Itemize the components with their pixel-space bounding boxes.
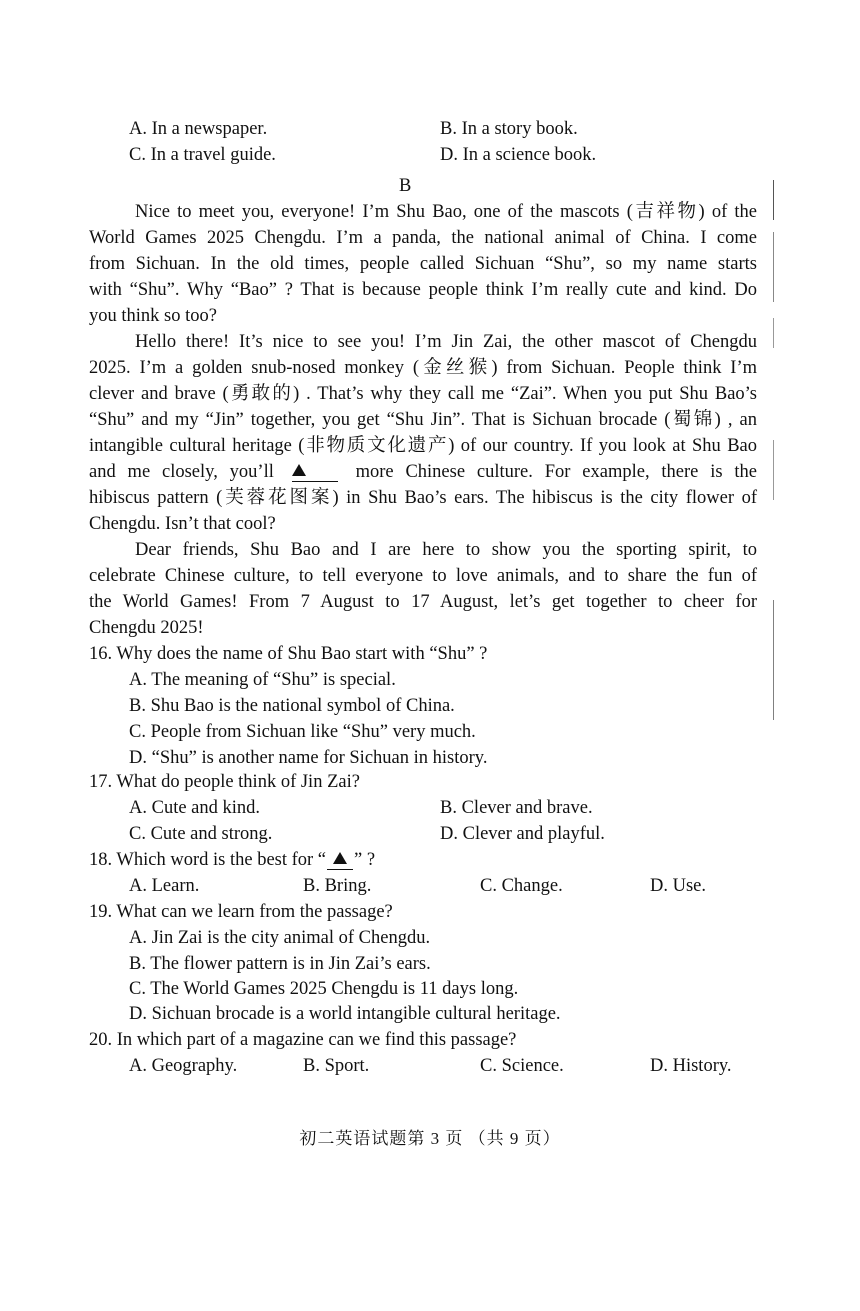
passage-line: Chengdu 2025!	[89, 618, 204, 638]
option-d-prev: D. In a science book.	[440, 145, 597, 165]
passage-line: from Sichuan. In the old times, people called Sichuan “Shu”, so my name starts	[89, 254, 757, 274]
question-19-stem: 19. What can we learn from the passage?	[89, 902, 393, 922]
question-17-option-b: B. Clever and brave.	[440, 798, 593, 818]
passage-line: the World Games! From 7 August to 17 August, let’s get together to cheer for	[89, 592, 757, 612]
question-20-option-c: C. Science.	[480, 1056, 564, 1076]
passage-line: you think so too?	[89, 306, 217, 326]
scan-margin-line	[773, 318, 774, 348]
answer-blank	[327, 851, 353, 870]
question-18-option-c: C. Change.	[480, 876, 563, 896]
scan-margin-line	[773, 600, 774, 720]
passage-line: Chengdu. Isn’t that cool?	[89, 514, 276, 534]
section-label: B	[399, 176, 412, 196]
question-17-option-c: C. Cute and strong.	[129, 824, 273, 844]
question-16-stem: 16. Why does the name of Shu Bao start with “Shu” ?	[89, 644, 488, 664]
question-16-option-c: C. People from Sichuan like “Shu” very much.	[129, 722, 476, 742]
scan-margin-line	[773, 440, 774, 500]
question-18-option-d: D. Use.	[650, 876, 707, 896]
question-18-stem-start: 18. Which word is the best for “	[89, 850, 327, 870]
scan-margin-line	[773, 180, 774, 220]
passage-line: hibiscus pattern (芙蓉花图案) in Shu Bao’s ears. The hibiscus is the city flower of	[89, 488, 757, 508]
triangle-icon	[333, 852, 347, 864]
passage-text: more Chinese culture. For example, there is the	[355, 462, 758, 482]
question-16-option-a: A. The meaning of “Shu” is special.	[129, 670, 396, 690]
question-18-option-b: B. Bring.	[303, 876, 372, 896]
question-19-option-a: A. Jin Zai is the city animal of Chengdu.	[129, 928, 431, 948]
scan-margin-line	[773, 232, 774, 302]
passage-line: celebrate Chinese culture, to tell everyone to love animals, and to share the fun of	[89, 566, 757, 586]
passage-line: Dear friends, Shu Bao and I are here to show you the sporting spirit, to	[135, 540, 757, 560]
question-20-option-a: A. Geography.	[129, 1056, 238, 1076]
page-footer: 初二英语试题第 3 页 （共 9 页）	[299, 1129, 561, 1148]
passage-line: Nice to meet you, everyone! I’m Shu Bao, one of the mascots (吉祥物) of the	[135, 202, 757, 222]
question-17-option-d: D. Clever and playful.	[440, 824, 605, 844]
answer-blank	[292, 463, 338, 482]
question-16-option-b: B. Shu Bao is the national symbol of China.	[129, 696, 455, 716]
passage-line: with “Shu”. Why “Bao” ? That is because people think I’m really cute and kind. Do	[89, 280, 757, 300]
question-19-option-d: D. Sichuan brocade is a world intangible cultural heritage.	[129, 1004, 561, 1024]
passage-line: intangible cultural heritage (非物质文化遗产) of our country. If you look at Shu Bao	[89, 436, 757, 456]
passage-line: 2025. I’m a golden snub-nosed monkey (金丝猴) from Sichuan. People think I’m	[89, 358, 757, 378]
passage-line: Hello there! It’s nice to see you! I’m Jin Zai, the other mascot of Chengdu	[135, 332, 757, 352]
passage-line-with-blank	[89, 460, 757, 484]
passage-line: “Shu” and my “Jin” together, you get “Shu Jin”. That is Sichuan brocade (蜀锦) , an	[89, 410, 757, 430]
question-20-option-b: B. Sport.	[303, 1056, 370, 1076]
question-20-option-d: D. History.	[650, 1056, 732, 1076]
question-18-stem	[89, 848, 375, 872]
question-19-option-b: B. The flower pattern is in Jin Zai’s ears.	[129, 954, 431, 974]
option-a-prev: A. In a newspaper.	[129, 119, 268, 139]
question-17-option-a: A. Cute and kind.	[129, 798, 261, 818]
question-20-stem: 20. In which part of a magazine can we find this passage?	[89, 1030, 517, 1050]
option-c-prev: C. In a travel guide.	[129, 145, 276, 165]
question-18-option-a: A. Learn.	[129, 876, 200, 896]
passage-text: and me closely, you’ll	[89, 462, 274, 482]
question-16-option-d: D. “Shu” is another name for Sichuan in history.	[129, 748, 488, 768]
passage-line: clever and brave (勇敢的) . That’s why they call me “Zai”. When you put Shu Bao’s	[89, 384, 757, 404]
triangle-icon	[292, 464, 306, 476]
option-b-prev: B. In a story book.	[440, 119, 578, 139]
question-19-option-c: C. The World Games 2025 Chengdu is 11 days long.	[129, 979, 519, 999]
question-17-stem: 17. What do people think of Jin Zai?	[89, 772, 360, 792]
passage-line: World Games 2025 Chengdu. I’m a panda, the national animal of China. I come	[89, 228, 757, 248]
question-18-stem-end: ” ?	[354, 850, 376, 870]
